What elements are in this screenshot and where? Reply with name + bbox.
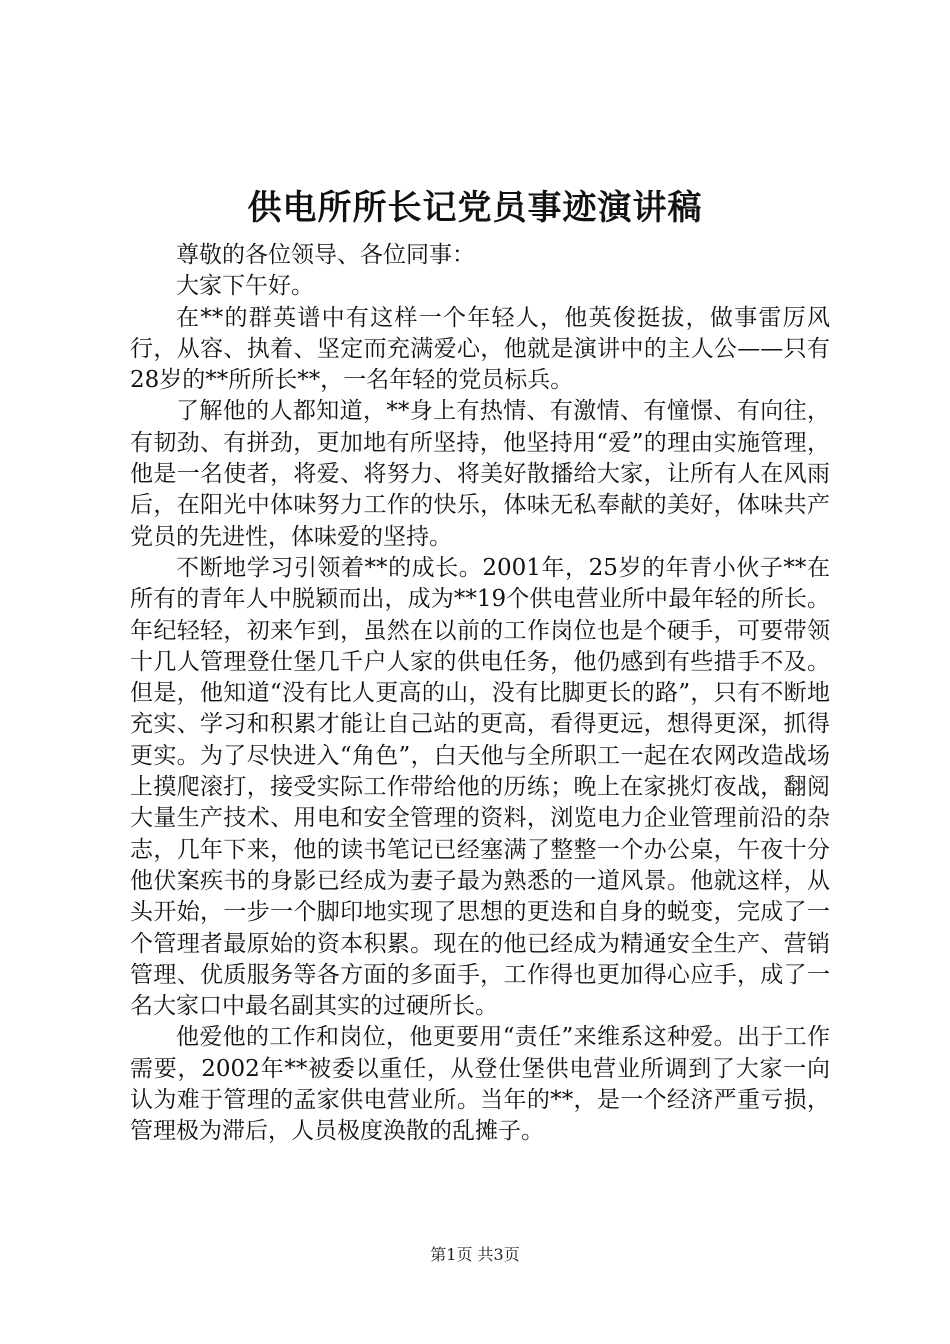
document-title: 供电所所长记党员事迹演讲稿 <box>247 188 703 228</box>
body-paragraph: 不断地学习引领着**的成长。2001年，25岁的年青小伙子**在所有的青年人中脱颖而出，成为**19个供电营业所中最年轻的所长。年纪轻轻，初来乍到，虽然在以前的工作岗位也是个硬手，可要带领十几人管理登仕堡几千户人家的供电任务，他仍感到有些措手不及。但是，他知道“没有比人更高的山，没有比脚更长的路”，只有不断地充实、学习和积累才能让自己站的更高，看得更远，想得更深，抓得更实。为了尽快进入“角色”，白天他与全所职工一起在农网改造战场上摸爬滚打，接受实际工作带给他的历练；晚上在家挑灯夜战，翻阅大量生产技术、用电和安全管理的资料，浏览电力企业管理前沿的杂志，几年下来，他的读书笔记已经塞满了整整一个办公桌，午夜十分他伏案疾书的身影已经成为妻子最为熟悉的一道风景。他就这样，从头开始，一步一个脚印地实现了思想的更迭和自身的蜕变，完成了一个管理者最原始的资本积累。现在的他已经成为精通安全生产、营销管理、优质服务等各方面的多面手，工作得也更加得心应手，成了一名大家口中最名副其实的过硬所长。 <box>130 554 830 1020</box>
salutation-paragraph: 尊敬的各位领导、各位同事： <box>176 242 475 268</box>
page-number-footer: 第1页 共3页 <box>430 1245 520 1264</box>
body-paragraph: 了解他的人都知道，**身上有热情、有激情、有憧憬、有向往，有韧劲、有拼劲，更加地有所坚持，他坚持用“爱”的理由实施管理，他是一名使者，将爱、将努力、将美好散播给大家，让所有人在风雨后，在阳光中体味努力工作的快乐，体味无私奉献的美好，体味共产党员的先进性，体味爱的坚持。 <box>130 398 830 550</box>
body-paragraph: 在**的群英谱中有这样一个年轻人，他英俊挺拔，做事雷厉风行，从容、执着、坚定而充满爱心，他就是演讲中的主人公——只有28岁的**所所长**，一名年轻的党员标兵。 <box>130 304 830 394</box>
greeting-paragraph: 大家下午好。 <box>176 273 314 300</box>
document-body <box>130 240 830 1148</box>
body-paragraph: 他爱他的工作和岗位，他更要用“责任”来维系这种爱。出于工作需要，2002年**被委以重任，从登仕堡供电营业所调到了大家一向认为难于管理的孟家供电营业所。当年的**，是一个经济严重亏损，管理极为滞后，人员极度涣散的乱摊子。 <box>130 1024 830 1145</box>
